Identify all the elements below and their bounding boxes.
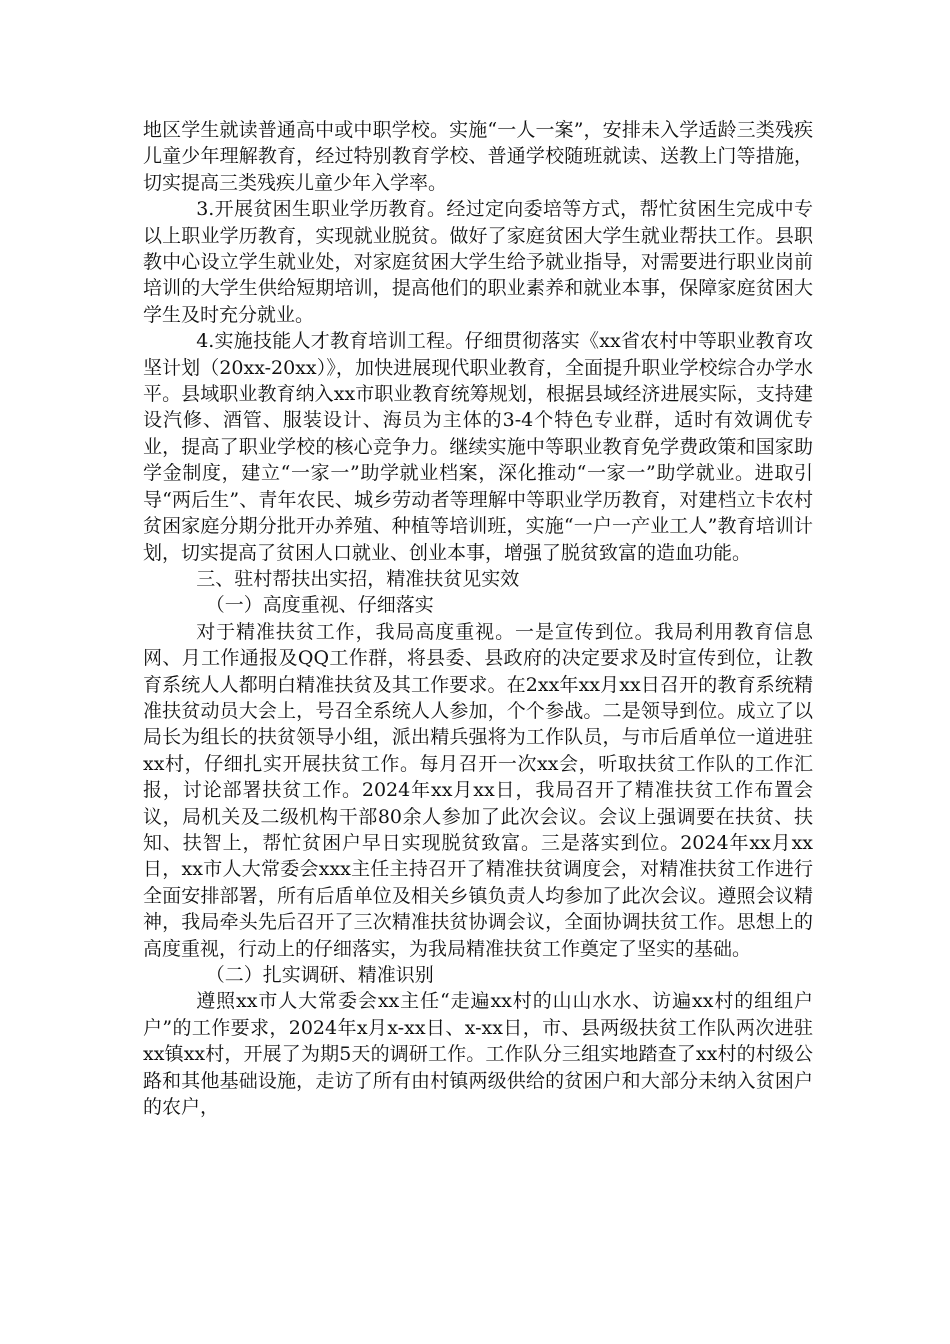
paragraph-item-4: 4.实施技能人才教育培训工程。仔细贯彻落实《xx省农村中等职业教育攻坚计划（20xx-20xx）》，加快进展现代职业教育，全面提升职业学校综合办学水平。县域职业教育纳入xx市职业教育统筹规划，根据县域经济进展实际，支持建设汽修、酒管、服装设计、海员为主体的3-4个特色专业群，适时有效调优专业，提高了职业学校的核心竞争力。继续实施中等职业教育免学费政策和国家助学金制度，建立“一家一”助学就业档案，深化推动“一家一”助学就业。进取引导“两后生”、青年农民、城乡劳动者等理解中等职业学历教育，对建档立卡农村贫困家庭分期分批开办养殖、种植等培训班，实施“一户一产业工人”教育培训计划，切实提高了贫困人口就业、创业本事，增强了脱贫致富的造血功能。: [143, 330, 813, 564]
section-heading-3: 三、驻村帮扶出实招，精准扶贫见实效: [196, 567, 520, 590]
paragraph-item-3: 3.开展贫困生职业学历教育。经过定向委培等方式，帮忙贫困生完成中专以上职业学历教育，实现就业脱贫。做好了家庭贫困大学生就业帮扶工作。县职教中心设立学生就业处，对家庭贫困大学生给予就业指导，对需要进行职业岗前培训的大学生供给短期培训，提高他们的职业素养和就业本事，保障家庭贫困大学生及时充分就业。: [143, 198, 813, 326]
document-page: [143, 117, 813, 1120]
paragraph-body-1: 对于精准扶贫工作，我局高度重视。一是宣传到位。我局利用教育信息网、月工作通报及QQ工作群，将县委、县政府的决定要求及时宣传到位，让教育系统人人都明白精准扶贫及其工作要求。在2xx年xx月xx日召开的教育系统精准扶贫动员大会上，号召全系统人人参加，个个参战。二是领导到位。成立了以局长为组长的扶贫领导小组，派出精兵强将为工作队员，与市后盾单位一道进驻xx村，仔细扎实开展扶贫工作。每月召开一次xx会，听取扶贫工作队的工作汇报，讨论部署扶贫工作。2024年xx月xx日，我局召开了精准扶贫工作布置会议，局机关及二级机构干部80余人参加了此次会议。会议上强调要在扶贫、扶知、扶智上，帮忙贫困户早日实现脱贫致富。三是落实到位。2024年xx月xx日，xx市人大常委会xxx主任主持召开了精准扶贫调度会，对精准扶贫工作进行全面安排部署，所有后盾单位及相关乡镇负责人均参加了此次会议。遵照会议精神，我局牵头先后召开了三次精准扶贫协调会议，全面协调扶贫工作。思想上的高度重视，行动上的仔细落实，为我局精准扶贫工作奠定了坚实的基础。: [143, 620, 813, 960]
subsection-heading-2: （二）扎实调研、精准识别: [205, 964, 434, 986]
subsection-heading-1: （一）高度重视、仔细落实: [205, 594, 434, 617]
paragraph-continuation: 地区学生就读普通高中或中职学校。实施“一人一案”，安排未入学适龄三类残疾儿童少年理解教育，经过特别教育学校、普通学校随班就读、送教上门等措施，切实提高三类残疾儿童少年入学率。: [143, 119, 813, 194]
paragraph-body-2: 遵照xx市人大常委会xx主任“走遍xx村的山山水水、访遍xx村的组组户户”的工作要求，2024年x月x-xx日、x-xx日，市、县两级扶贫工作队两次进驻xx镇xx村，开展了为期5天的调研工作。工作队分三组实地踏查了xx村的村级公路和其他基础设施，走访了所有由村镇两级供给的贫困户和大部分未纳入贫困户的农户，: [143, 990, 813, 1119]
